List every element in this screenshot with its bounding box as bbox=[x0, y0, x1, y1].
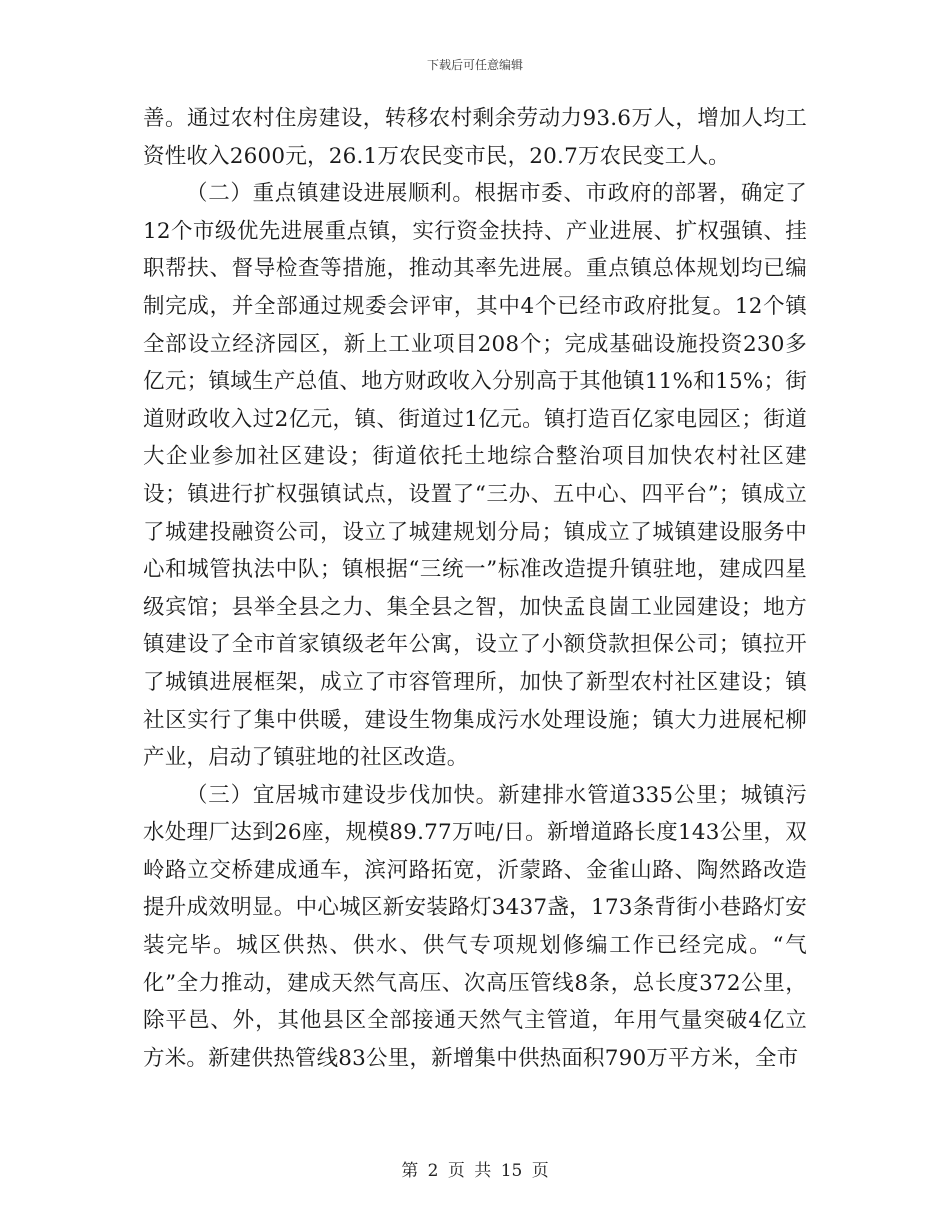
page-number-footer: 第 2 页 共 15 页 bbox=[401, 1161, 549, 1181]
paragraph-livable-city: （三）宜居城市建设步伐加快。新建排水管道335公里；城镇污水处理厂达到26座，规模89.77万吨/日。新增道路长度143公里，双岭路立交桥建成通车，滨河路拓宽，沂蒙路、金雀山路、陶然路改造提升成效明显。中心城区新安装路灯3437盏，173条背街小巷路灯安装完毕。城区供热、供水、供气专项规划修编工作已经完成。“气化”全力推动，建成天然气高压、次高压管线8条，总长度372公里，除平邑、外，其他县区全部接通天然气主管道，年用气量突破4亿立方米。新建供热管线83公里，新增集中供热面积790万平方米，全市 bbox=[143, 782, 807, 1071]
paragraph-key-towns: （二）重点镇建设进展顺利。根据市委、市政府的部署，确定了12个市级优先进展重点镇，实行资金扶持、产业进展、扩权强镇、挂职帮扶、督导检查等措施，推动其率先进展。重点镇总体规划均已编制完成，并全部通过规委会评审，其中4个已经市政府批复。12个镇全部设立经济园区，新上工业项目208个；完成基础设施投资230多亿元；镇域生产总值、地方财政收入分别高于其他镇11%和15%；街道财政收入过2亿元，镇、街道过1亿元。镇打造百亿家电园区；街道大企业参加社区建设；街道依托土地综合整治项目加快农村社区建设；镇进行扩权强镇试点，设置了“三办、五中心、四平台”；镇成立了城建投融资公司，设立了城建规划分局；镇成立了城镇建设服务中心和城管执法中队；镇根据“三统一”标准改造提升镇驻地，建成四星级宾馆；县举全县之力、集全县之智，加快孟良崮工业园建设；地方镇建设了全市首家镇级老年公寓，设立了小额贷款担保公司；镇拉开了城镇进展框架，成立了市容管理所，加快了新型农村社区建设；镇社区实行了集中供暖，建设生物集成污水处理设施；镇大力进展杞柳产业，启动了镇驻地的社区改造。 bbox=[143, 181, 807, 771]
paragraph-continuation: 善。通过农村住房建设，转移农村剩余劳动力93.6万人，增加人均工资性收入2600元，26.1万农民变市民，20.7万农民变工人。 bbox=[143, 106, 807, 169]
page-header-note: 下载后可任意编辑 bbox=[426, 58, 523, 72]
document-body bbox=[143, 100, 807, 1077]
